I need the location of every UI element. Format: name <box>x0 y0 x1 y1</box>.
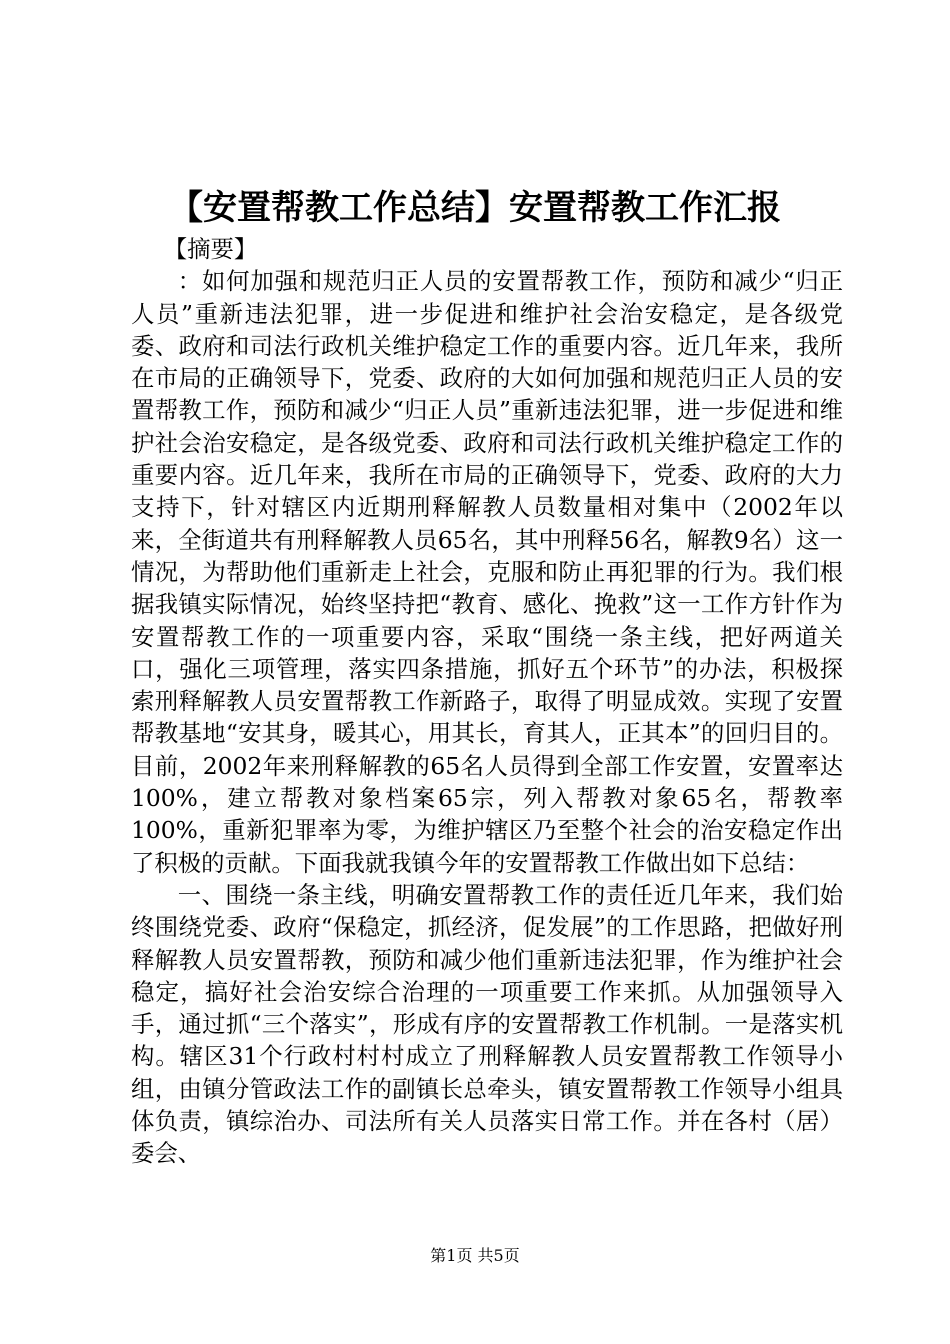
summary-label: 【摘要】 <box>163 235 258 263</box>
document-title: 【安置帮教工作总结】安置帮教工作汇报 <box>169 188 781 228</box>
summary-paragraph: ：如何加强和规范归正人员的安置帮教工作，预防和减少“归正人员”重新违法犯罪，进一步促进和维护社会治安稳定，是各级党委、政府和司法行政机关维护稳定工作的重要内容。近几年来，我所在市局的正确领导下，党委、政府的大如何加强和规范归正人员的安置帮教工作，预防和减少“归正人员”重新违法犯罪，进一步促进和维护社会治安稳定，是各级党委、政府和司法行政机关维护稳定工作的重要内容。近几年来，我所在市局的正确领导下，党委、政府的大力支持下，针对辖区内近期刑释解教人员数量相对集中（2002年以来，全街道共有刑释解教人员65名，其中刑释56名，解教9名）这一情况，为帮助他们重新走上社会，克服和防止再犯罪的行为。我们根据我镇实际情况，始终坚持把“教育、感化、挽救”这一工作方针作为安置帮教工作的一项重要内容，采取“围绕一条主线，把好两道关口，强化三项管理，落实四条措施，抓好五个环节”的办法，积极探索刑释解教人员安置帮教工作新路子，取得了明显成效。实现了安置帮教基地“安其身，暖其心，用其长，育其人，正其本”的回归目的。目前，2002年来刑释解教的65名人员得到全部工作安置，安置率达100%，建立帮教对象档案65宗，列入帮教对象65名，帮教率100%，重新犯罪率为零，为维护辖区乃至整个社会的治安稳定作出了积极的贡献。下面我就我镇今年的安置帮教工作做出如下总结： <box>131 267 843 877</box>
document-body <box>131 233 843 1170</box>
page-number-footer: 第1页 共5页 <box>430 1246 520 1265</box>
section-one-paragraph: 一、围绕一条主线，明确安置帮教工作的责任近几年来，我们始终围绕党委、政府“保稳定，抓经济，促发展”的工作思路，把做好刑释解教人员安置帮教，预防和减少他们重新违法犯罪，作为维护社会稳定，搞好社会治安综合治理的一项重要工作来抓。从加强领导入手，通过抓“三个落实”，形成有序的安置帮教工作机制。一是落实机构。辖区31个行政村村村成立了刑释解教人员安置帮教工作领导小组，由镇分管政法工作的副镇长总牵头，镇安置帮教工作领导小组具体负责，镇综治办、司法所有关人员落实日常工作。并在各村（居）委会、 <box>131 880 843 1168</box>
